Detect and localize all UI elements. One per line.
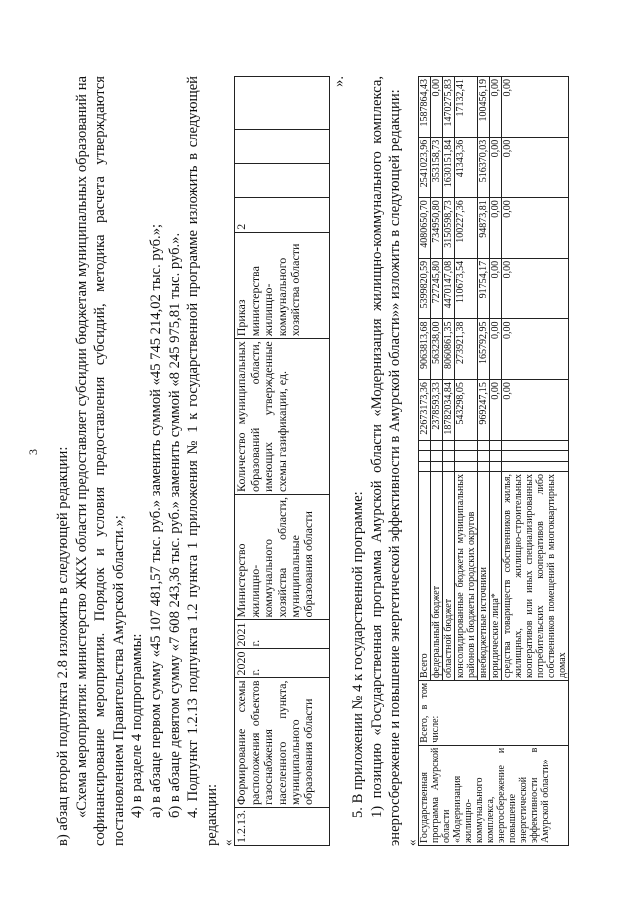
source-cell: средства товариществ собственников жилья, жилищных, жилищно-строительных кооперативов или иных специализированных потребительских кооперативов либо собственников помещений в многоквартирных домах [501,471,568,680]
table-cell [235,164,330,198]
value-cell: 0,00 [501,258,568,319]
quote-open: « [220,839,236,846]
table-cell [235,77,330,130]
value-cell: 734950,80 [430,198,442,259]
table-program-funding [418,76,569,846]
table-cell [501,440,568,450]
source-cell: Всего [418,471,430,680]
paragraph-item-5: 5. В приложении № 4 к государственной программе: [349,491,366,818]
table-cell [418,461,430,471]
value-cell: 4080650,70 [418,198,430,259]
value-cell: 1587864,43 [418,77,430,138]
value-cell: 17132,41 [454,77,477,138]
value-cell: 3150598,73 [442,198,454,259]
table-cell [477,451,489,461]
paragraph-item-4: 4. Подпункт 1.2.13 подпункта 1.2 пункта 1 приложения № 1 к государственной программе изложить в следующей редакции: [185,76,220,846]
table-cell [430,461,442,471]
table-cell: Количество муниципальных образований области, имеющих утвержденные схемы газификации, ед. [235,339,330,495]
value-cell: 563238,00 [430,319,442,380]
value-cell: 8060861,35 [442,319,454,380]
value-cell: 516370,03 [477,137,489,198]
table-subitem-1-2-13 [234,76,330,846]
table-row [418,77,430,846]
paragraph-position: 1) позицию «Государственная программа Амурской области «Модернизация жилищно-коммунального комплекса, энергосбережение и повышение энергетической эффективности в Амурской области»» изложить в следующей редакции: [368,76,404,846]
document-page [20,12,620,892]
program-name-cell: Государственная программа Амурской области «Модернизация жилищно-коммунального комплекса, энергосбережение и повышение энергетической эффективности в Амурской области» [418,745,568,845]
table-cell: Формирование схемы расположения объектов газоснабжения населенного пункта, муниципального образования области [235,678,330,808]
table-cell [501,451,568,461]
table-cell: Приказ министерства жилищно-коммунального хозяйства области [235,232,330,339]
value-cell: 1470275,83 [442,77,454,138]
page-number: 3 [26,449,40,455]
table-cell [477,440,489,450]
value-cell: 18782034,84 [442,380,454,441]
document-body [54,76,569,846]
value-cell: 727245,80 [430,258,442,319]
funding-rows [418,77,568,846]
table-cell [489,461,501,471]
total-label-cell: Всего, в том числе: [418,680,568,745]
value-cell: 353158,73 [430,137,442,198]
table-cell [454,440,477,450]
value-cell: 100456,19 [477,77,489,138]
source-cell: областной бюджет [442,471,454,680]
value-cell: 2541023,96 [418,137,430,198]
value-cell: 0,00 [430,77,442,138]
table-cell [418,451,430,461]
value-cell: 0,00 [501,380,568,441]
value-cell: 5399820,59 [418,258,430,319]
value-cell: 0,00 [489,198,501,259]
table-cell [489,451,501,461]
value-cell: 0,00 [489,137,501,198]
table-cell [454,451,477,461]
quote-close: ». [331,76,348,87]
value-cell: 0,00 [501,77,568,138]
table-cell: 1.2.13. [235,808,330,846]
value-cell: 543298,05 [454,380,477,441]
value-cell: 0,00 [501,137,568,198]
paragraph-section-4: 4) в разделе 4 подпрограммы: [129,633,146,818]
value-cell: 0,00 [489,77,501,138]
source-cell: федеральный бюджет [430,471,442,680]
value-cell: 165792,95 [477,319,489,380]
value-cell: 0,00 [501,319,568,380]
table-cell [430,440,442,450]
table-cell [442,440,454,450]
value-cell: 2378593,33 [430,380,442,441]
value-cell: 969247,15 [477,380,489,441]
value-cell: 273921,38 [454,319,477,380]
source-cell: юридические лица* [489,471,501,680]
value-cell: 1630151,84 [442,137,454,198]
value-cell: 4470147,08 [442,258,454,319]
value-cell: 110673,54 [454,258,477,319]
table-cell [442,451,454,461]
value-cell: 22673173,36 [418,380,430,441]
table-cell: 2 [235,198,330,232]
value-cell: 0,00 [501,198,568,259]
value-cell: 0,00 [489,380,501,441]
table-cell: 2021 г. [235,620,330,649]
value-cell: 0,00 [489,319,501,380]
table-cell: 2020 г. [235,649,330,678]
paragraph-scheme: «Схема мероприятия: министерство ЖКХ области предоставляет субсидии бюджетам муниципальных образований на софинансирование мероприятия. Порядок и условия предоставления субсидий, методика расчета утверждаются постановлением Правительства Амурской области.»; [73,76,127,846]
table-cell [489,440,501,450]
table-row [235,77,330,846]
value-cell: 41343,36 [454,137,477,198]
table-cell [501,461,568,471]
source-cell: консолидированные бюджеты муниципальных районов и бюджеты городских округов [454,471,477,680]
source-cell: внебюджетные источники [477,471,489,680]
table-cell [454,461,477,471]
paragraph-a: а) в абзаце первом сумму «45 107 481,57 тыс. руб.» заменить суммой «45 745 214,02 тыс. руб.»; [147,223,164,818]
paragraph-2-8: в) абзац второй подпункта 2.8 изложить в следующей редакции: [55,446,71,846]
table-cell [418,440,430,450]
table-cell [430,451,442,461]
table-cell: Министерство жилищно-коммунального хозяйства области, муниципальные образования области [235,494,330,620]
value-cell: 91754,17 [477,258,489,319]
table-cell [477,461,489,471]
value-cell: 100227,36 [454,198,477,259]
quote-open-2: « [403,839,419,846]
table-cell [442,461,454,471]
paragraph-b: б) в абзаце девятом сумму «7 608 243,36 тыс. руб.» заменить суммой «8 245 975,81 тыс. руб.». [166,232,183,818]
value-cell: 94873,81 [477,198,489,259]
table-cell [235,130,330,164]
value-cell: 9063813,68 [418,319,430,380]
value-cell: 0,00 [489,258,501,319]
